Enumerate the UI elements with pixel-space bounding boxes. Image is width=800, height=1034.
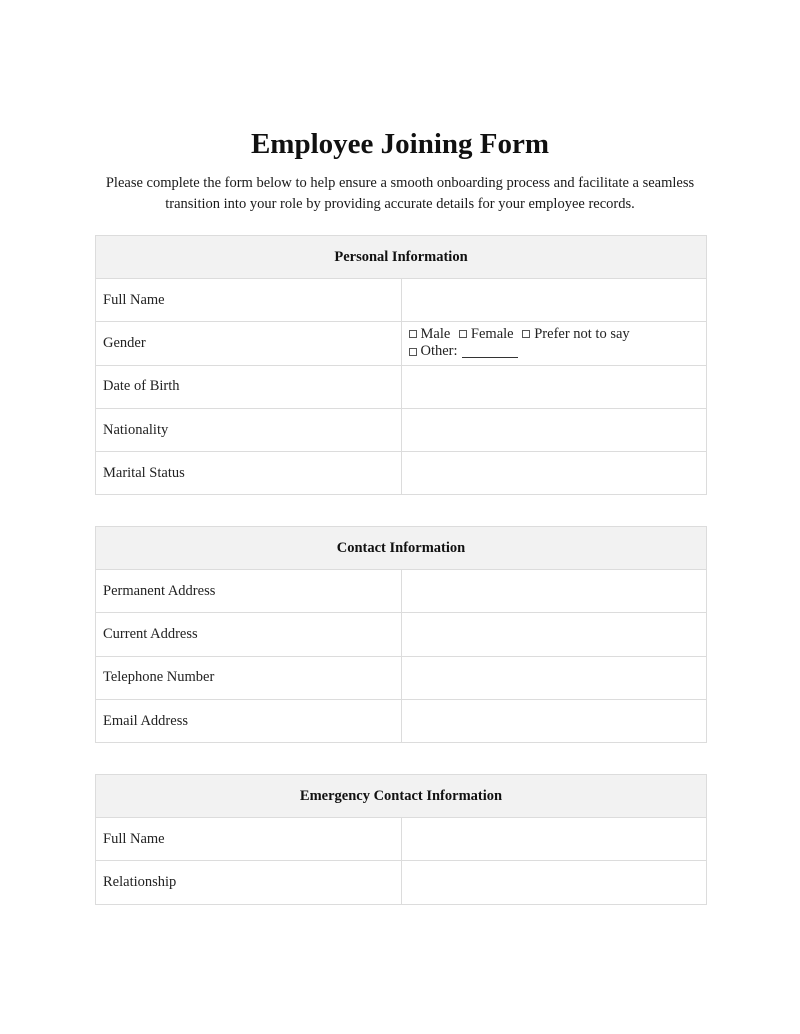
table-row <box>96 613 707 656</box>
emergency-full-name-label: Full Name <box>96 818 402 861</box>
page-title: Employee Joining Form <box>250 128 550 160</box>
checkbox-icon[interactable] <box>522 330 530 338</box>
intro-text: Please complete the form below to help ensure a smooth onboarding process and facilitate a seamless transition into your role by providing accurate details for your employee records. <box>105 175 695 212</box>
emergency-contact-table <box>95 774 707 905</box>
table-row <box>96 365 707 408</box>
gender-label: Gender <box>96 322 402 365</box>
gender-option-label: Prefer not to say <box>534 325 630 342</box>
table-row <box>96 279 707 322</box>
full-name-field[interactable] <box>401 279 707 322</box>
email-address-field[interactable] <box>401 699 707 742</box>
gender-option-label: Female <box>470 325 514 342</box>
checkbox-icon[interactable] <box>409 348 417 356</box>
telephone-number-field[interactable] <box>401 656 707 699</box>
contact-information-heading: Contact Information <box>96 527 707 570</box>
gender-option-other[interactable] <box>409 343 518 360</box>
table-row <box>96 570 707 613</box>
emergency-full-name-field[interactable] <box>401 818 707 861</box>
table-row <box>96 699 707 742</box>
table-row <box>96 408 707 451</box>
permanent-address-label: Permanent Address <box>96 570 402 613</box>
date-of-birth-label: Date of Birth <box>96 365 402 408</box>
table-row <box>96 322 707 365</box>
gender-option-label: Male <box>420 325 451 342</box>
gender-option-female[interactable] <box>459 326 514 343</box>
marital-status-field[interactable] <box>401 452 707 495</box>
current-address-field[interactable] <box>401 613 707 656</box>
personal-information-heading: Personal Information <box>96 236 707 279</box>
nationality-field[interactable] <box>401 408 707 451</box>
checkbox-icon[interactable] <box>459 330 467 338</box>
nationality-label: Nationality <box>96 408 402 451</box>
gender-option-label: Other: <box>420 343 458 360</box>
gender-options <box>401 322 707 365</box>
email-address-label: Email Address <box>96 699 402 742</box>
personal-information-table <box>95 235 707 495</box>
checkbox-icon[interactable] <box>409 330 417 338</box>
table-row <box>96 818 707 861</box>
relationship-field[interactable] <box>401 861 707 904</box>
gender-option-male[interactable] <box>409 326 451 343</box>
other-gender-blank[interactable] <box>462 345 518 358</box>
relationship-label: Relationship <box>96 861 402 904</box>
date-of-birth-field[interactable] <box>401 365 707 408</box>
current-address-label: Current Address <box>96 613 402 656</box>
emergency-contact-heading: Emergency Contact Information <box>96 775 707 818</box>
table-row <box>96 656 707 699</box>
table-row <box>96 452 707 495</box>
marital-status-label: Marital Status <box>96 452 402 495</box>
gender-option-prefer-not[interactable] <box>522 326 629 343</box>
permanent-address-field[interactable] <box>401 570 707 613</box>
telephone-number-label: Telephone Number <box>96 656 402 699</box>
contact-information-table <box>95 526 707 743</box>
table-row <box>96 861 707 904</box>
full-name-label: Full Name <box>96 279 402 322</box>
